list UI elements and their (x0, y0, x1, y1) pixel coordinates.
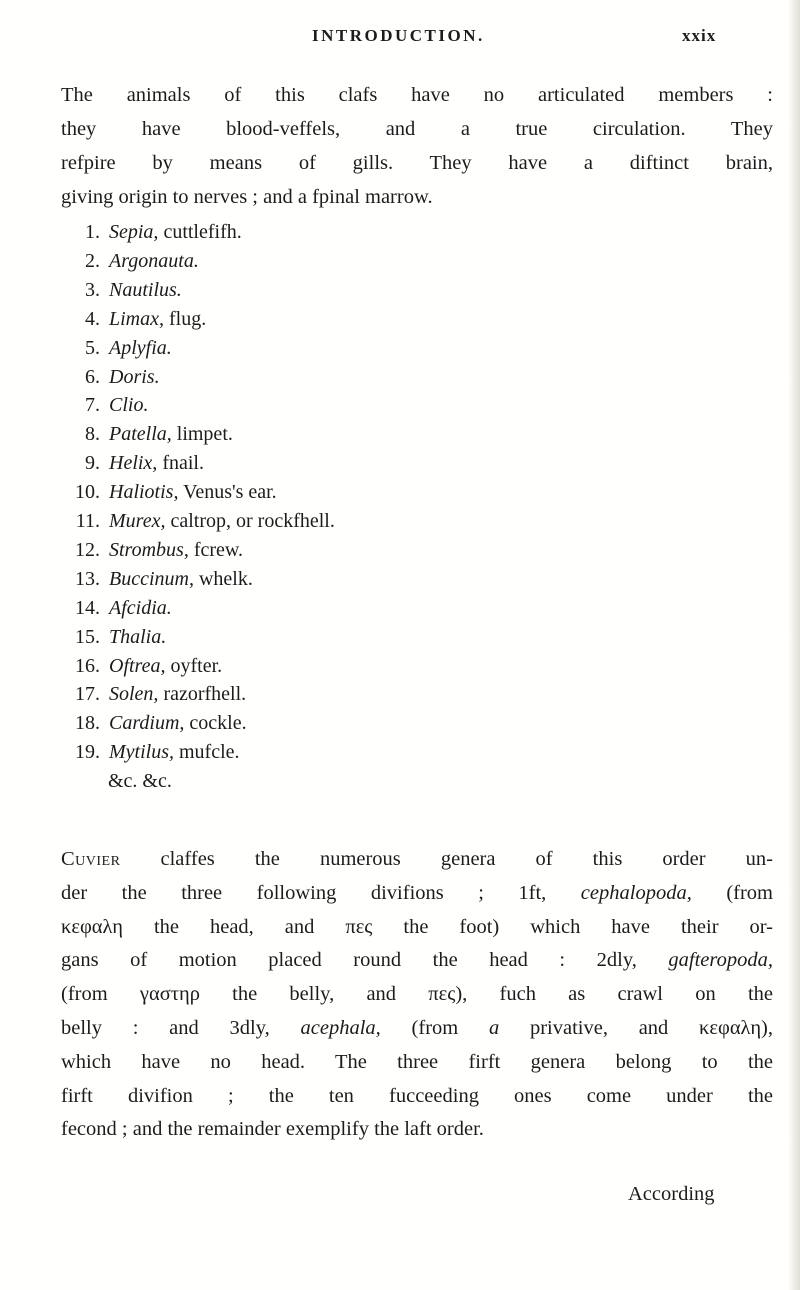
genus-entry (109, 712, 247, 735)
genus-entry (109, 279, 182, 302)
genus-entry (109, 394, 148, 417)
genus-number: 17. (75, 683, 100, 706)
genus-entry (109, 337, 172, 360)
genus-number: 2. (85, 249, 100, 272)
common-name: mufcle. (174, 741, 240, 764)
genus-entry (109, 250, 199, 273)
author-name: Cuvier (61, 848, 121, 870)
genus-entry (109, 481, 277, 504)
cuvier-line: firft divifion ; the ten fucceeding ones come under the (61, 1084, 773, 1107)
intro-paragraph (61, 78, 773, 214)
cuvier-line: fecond ; and the remainder exemplify the laft order. (61, 1118, 484, 1141)
genus-name: Patella, (109, 423, 172, 446)
common-name: oyfter. (165, 654, 223, 677)
common-name: cuttlefifh. (158, 221, 242, 243)
common-name: whelk. (193, 567, 253, 590)
genus-entry (109, 568, 253, 591)
genus-entry (109, 308, 206, 331)
genus-number: 14. (75, 596, 100, 619)
common-name: flug. (164, 307, 207, 330)
cuvier-line: (from γαστηρ the belly, and πες), fuch as crawl on the (61, 983, 773, 1006)
page-number: xxix (682, 26, 717, 45)
genus-number: 19. (75, 741, 100, 764)
genus-entry (109, 655, 222, 678)
genus-number: 12. (75, 538, 100, 561)
genus-number: 1. (85, 221, 100, 243)
cuvier-line: Cuvier claffes the numerous genera of this order un- (61, 848, 773, 870)
genus-name: Argonauta. (109, 249, 199, 272)
genus-number: 3. (85, 278, 100, 301)
genus-name: Murex, (109, 510, 166, 532)
genus-entry (109, 539, 243, 562)
genus-name: Doris. (109, 365, 160, 388)
genus-name: Sepia, (109, 221, 159, 243)
cuvier-line: der the three following divifions ; 1ft, cephalopoda, (from (61, 881, 773, 904)
genus-number: 5. (85, 336, 100, 359)
genus-name: Helix, (109, 452, 158, 475)
genus-name: Clio. (109, 394, 149, 417)
running-header-title: INTRODUCTION. (312, 26, 485, 45)
genus-number: 10. (75, 481, 100, 504)
intro-line: The animals of this clafs have no articulated members : (61, 84, 773, 106)
cuvier-line: κεφαλη the head, and πες the foot) which have their or- (61, 915, 773, 938)
genus-name: Thalia. (109, 625, 167, 648)
common-name: caltrop, or rockfhell. (165, 510, 335, 532)
genus-name: Nautilus. (109, 278, 182, 301)
common-name: fcrew. (188, 538, 244, 561)
genus-number: 6. (85, 365, 100, 388)
genus-number: 11. (75, 510, 100, 532)
genus-entry (109, 510, 335, 533)
common-name: cockle. (184, 712, 247, 735)
genus-name: Cardium, (109, 712, 185, 735)
taxon-term: gafteropoda, (668, 949, 773, 972)
genus-name: Solen, (109, 683, 159, 706)
genus-entry (109, 221, 242, 244)
genus-number: 7. (85, 394, 100, 417)
genus-number: 15. (75, 625, 100, 648)
genus-name: Buccinum, (109, 567, 194, 590)
cuvier-line: gans of motion placed round the head : 2dly, gafteropoda, (61, 949, 773, 972)
genus-name: Strombus, (109, 538, 189, 561)
page-edge-shadow (788, 0, 800, 1290)
common-name: razorfhell. (158, 683, 247, 706)
genus-number: 8. (85, 423, 100, 446)
genus-number: 4. (85, 307, 100, 330)
genus-name: Limax, (109, 307, 164, 330)
genus-number: 18. (75, 712, 100, 735)
genus-entry (109, 626, 166, 649)
catchword: According (628, 1183, 715, 1205)
genus-entry (109, 423, 233, 446)
genus-entry (109, 366, 160, 389)
genus-name: Oftrea, (109, 654, 166, 677)
genus-name: Aplyfia. (109, 336, 172, 359)
taxon-term: cephalopoda, (580, 881, 692, 904)
common-name: limpet. (171, 423, 233, 446)
genus-entry (109, 741, 240, 764)
taxon-term: acephala, (300, 1016, 381, 1039)
cuvier-line: which have no head. The three firft genera belong to the (61, 1050, 773, 1073)
genus-entry (109, 452, 204, 475)
intro-line: giving origin to nerves ; and a fpinal marrow. (61, 186, 433, 208)
intro-line: they have blood-veffels, and a true circulation. They (61, 118, 773, 140)
genus-name: Afcidia. (109, 596, 172, 619)
common-name: fnail. (157, 452, 204, 475)
genus-number: 9. (85, 452, 100, 475)
genus-number: 16. (75, 654, 100, 677)
cuvier-paragraph (61, 843, 773, 1147)
genus-name: Mytilus, (109, 741, 174, 764)
etc-marker: &c. &c. (108, 770, 172, 793)
genus-name: Haliotis, (109, 481, 179, 504)
genus-number: 13. (75, 567, 100, 590)
common-name: Venus's ear. (178, 481, 277, 504)
genus-entry (109, 683, 246, 706)
cuvier-line: belly : and 3dly, acephala, (from a privative, and κεφαλη), (61, 1016, 773, 1039)
genus-entry (109, 597, 172, 620)
intro-line: refpire by means of gills. They have a diftinct brain, (61, 152, 773, 174)
